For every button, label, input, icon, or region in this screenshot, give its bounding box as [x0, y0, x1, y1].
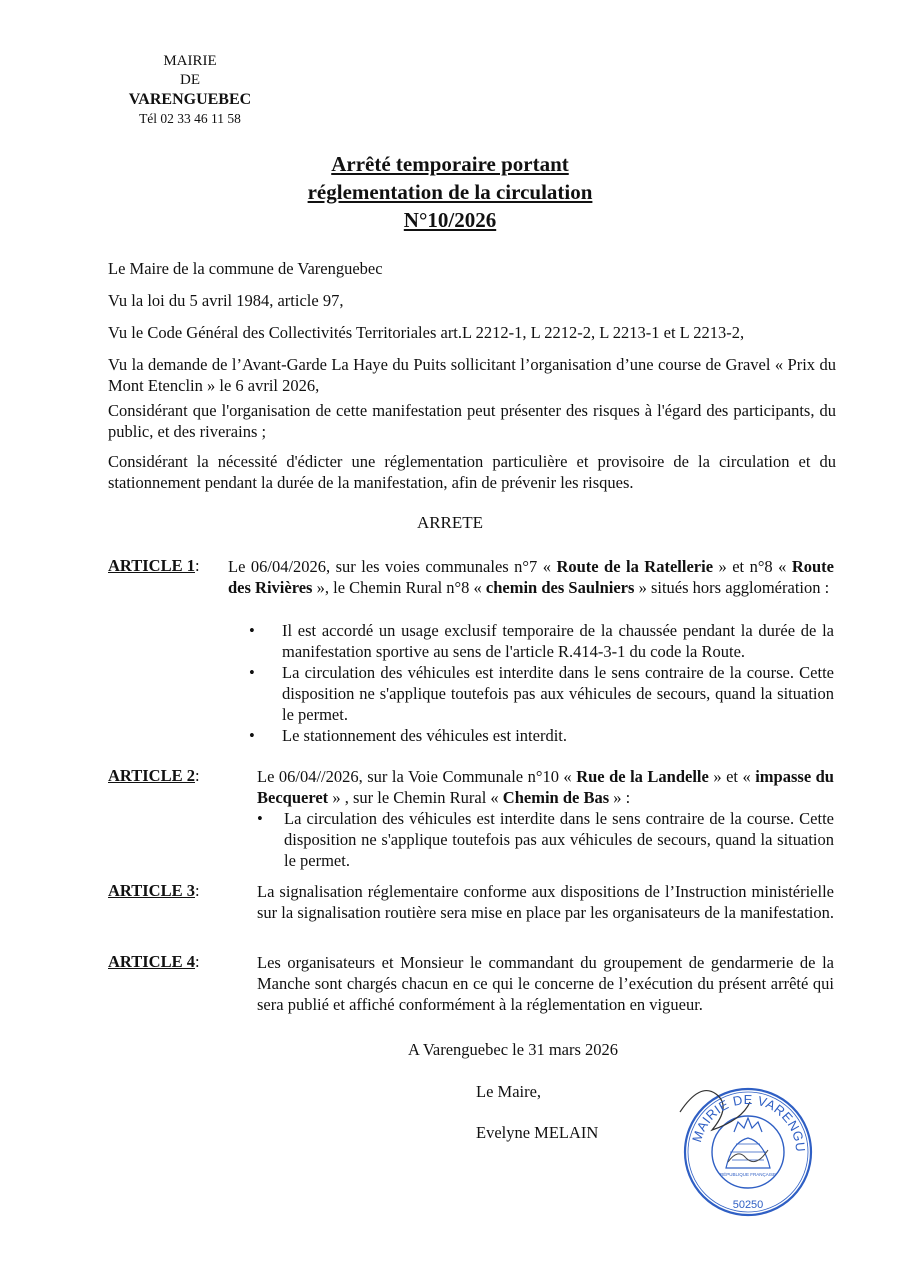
- article-1-body: [228, 556, 834, 598]
- article-2-label: ARTICLE 2: [108, 766, 195, 785]
- header-commune-name: VARENGUEBEC: [128, 91, 252, 108]
- article-3-label-wrap: ARTICLE 3:: [108, 881, 200, 900]
- svg-text:MAIRIE DE VARENGUEBEC: [672, 1072, 808, 1153]
- bullet-icon: •: [249, 621, 255, 640]
- article-1-label: ARTICLE 1: [108, 556, 195, 575]
- stamp-code: 50250: [732, 1199, 764, 1211]
- list-item: [249, 662, 834, 725]
- article-2-road-chemin-de-bas: Chemin de Bas: [502, 788, 610, 807]
- article-1-road-rivieres: Route des Rivières: [228, 557, 835, 597]
- document-title: [200, 150, 700, 234]
- bullet-icon: •: [257, 809, 263, 828]
- preamble-considerant-reglementation: Considérant la nécessité d'édicter une réglementation particulière et provisoire de la circulation et du stationnement pendant la durée de la manifestation, afin de prévenir les risques.: [108, 452, 836, 492]
- list-item: [257, 808, 834, 871]
- article-2-bullets: [257, 808, 834, 871]
- bullet-icon: •: [249, 663, 255, 682]
- preamble-maire: Le Maire de la commune de Varenguebec: [108, 259, 383, 278]
- article-1-text-1: Le 06/04/2026, sur les voies communales n°7 «: [228, 557, 557, 576]
- header-telephone: Tél 02 33 46 11 58: [139, 111, 241, 126]
- preamble-demande: Vu la demande de l’Avant-Garde La Haye du Puits sollicitant l’organisation d’une course de Gravel « Prix du Mont Etenclin » le 6 avril 2026,: [108, 355, 836, 395]
- article-2-body: [257, 766, 834, 808]
- list-item: [249, 620, 834, 662]
- article-2-text-4: » :: [609, 788, 631, 807]
- article-1-bullet-2-text: La circulation des véhicules est interdite dans le sens contraire de la course. Cette disposition ne s'applique toutefois pas aux véhicules de secours, quand la situation le permet.: [282, 663, 834, 724]
- mairie-stamp: [672, 1072, 822, 1232]
- article-2-road-landelle: Rue de la Landelle: [576, 767, 709, 786]
- article-1-text-2: » et n°8 «: [713, 557, 792, 576]
- preamble-code: Vu le Code Général des Collectivités Territoriales art.L 2212-1, L 2212-2, L 2213-1 et L 2213-2,: [108, 323, 745, 342]
- header-line-de: DE: [180, 72, 200, 88]
- bullet-icon: •: [249, 726, 255, 745]
- article-4-label-wrap: ARTICLE 4:: [108, 952, 200, 971]
- list-item: [249, 725, 834, 746]
- article-1-text-3: », le Chemin Rural n°8 «: [312, 578, 486, 597]
- preamble-loi: Vu la loi du 5 avril 1984, article 97,: [108, 291, 344, 310]
- arrete-heading: ARRETE: [416, 513, 484, 532]
- signature-role: Le Maire,: [476, 1082, 542, 1101]
- article-1-bullet-1-text: Il est accordé un usage exclusif temporaire de la chaussée pendant la durée de la manifestation sportive au sens de l'article R.414-3-1 du code la Route.: [282, 621, 834, 661]
- article-1-road-saulniers: chemin des Saulniers: [485, 578, 635, 597]
- article-3-body: La signalisation réglementaire conforme aux dispositions de l’Instruction ministérielle sur la signalisation routière sera mise en place par les organisateurs de la manifestation.: [257, 882, 835, 922]
- title-line-2: réglementation de la circulation: [307, 180, 593, 204]
- preamble-considerant-risques: Considérant que l'organisation de cette manifestation peut présenter des risques à l'égard des participants, du public, et des riverains ;: [108, 401, 836, 441]
- title-line-3: N°10/2026: [403, 208, 497, 232]
- place-date: A Varenguebec le 31 mars 2026: [408, 1040, 619, 1059]
- article-2-text-1: Le 06/04//2026, sur la Voie Communale n°10 «: [257, 767, 577, 786]
- article-2-text-3: » , sur le Chemin Rural «: [328, 788, 503, 807]
- article-4-label: ARTICLE 4: [108, 952, 195, 971]
- article-1-bullet-3-text: Le stationnement des véhicules est interdit.: [282, 726, 568, 745]
- stamp-small-text: RÉPUBLIQUE FRANÇAISE: [719, 1172, 777, 1177]
- article-2-road-becqueret: impasse du Becqueret: [257, 767, 834, 807]
- article-3-label: ARTICLE 3: [108, 881, 195, 900]
- article-1-label-wrap: ARTICLE 1:: [108, 556, 200, 575]
- stamp-arc-text: MAIRIE DE VARENGU: [689, 1091, 809, 1153]
- article-2-bullet-1-text: La circulation des véhicules est interdite dans le sens contraire de la course. Cette disposition ne s'applique toutefois pas aux véhicules de secours, quand la situation le permet.: [284, 809, 834, 870]
- article-2-text-2: » et «: [708, 767, 756, 786]
- article-1-road-ratellerie: Route de la Ratellerie: [556, 557, 714, 576]
- signature-name: Evelyne MELAIN: [476, 1123, 599, 1142]
- header-line-mairie: MAIRIE: [163, 53, 217, 69]
- article-4-body: Les organisateurs et Monsieur le commandant du groupement de gendarmerie de la Manche sont chargés chacun en ce qui le concerne de l’exécution du présent arrêté qui sera publié et affiché conformément à la réglementation en vigueur.: [257, 953, 834, 1014]
- article-1-bullets: [249, 620, 834, 746]
- stamp-seal-icon: [672, 1072, 822, 1232]
- article-1-text-4: » situés hors agglomération :: [634, 578, 830, 597]
- title-line-1: Arrêté temporaire portant: [331, 152, 569, 176]
- article-2-label-wrap: ARTICLE 2:: [108, 766, 200, 785]
- mairie-header: [100, 52, 280, 128]
